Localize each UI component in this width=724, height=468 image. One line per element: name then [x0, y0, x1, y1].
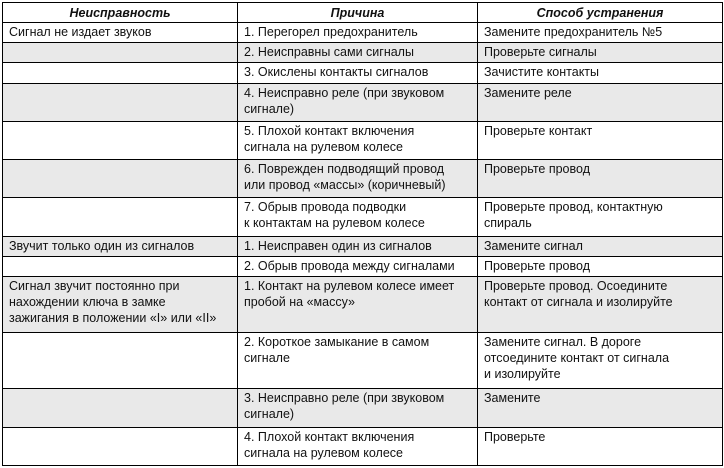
fix-cell: Замените — [478, 389, 723, 427]
cause-cell: 5. Плохой контакт включения сигнала на рулевом колесе — [238, 121, 478, 159]
cause-cell: 7. Обрыв провода подводки к контактам на рулевом колесе — [238, 198, 478, 236]
fault-cell — [3, 256, 238, 276]
fault-cell — [3, 427, 238, 465]
header-row — [3, 3, 723, 23]
header-cause: Причина — [238, 3, 478, 23]
table-row — [3, 23, 723, 43]
fix-cell: Проверьте провод, контактную спираль — [478, 198, 723, 236]
fault-cell — [3, 83, 238, 121]
cause-cell: 6. Поврежден подводящий провод или провод «массы» (коричневый) — [238, 160, 478, 198]
cause-cell: 1. Неисправен один из сигналов — [238, 236, 478, 256]
cause-cell: 2. Обрыв провода между сигналами — [238, 256, 478, 276]
table-row — [3, 198, 723, 236]
cause-cell: 4. Неисправно реле (при звуковом сигнале) — [238, 83, 478, 121]
table-row — [3, 277, 723, 333]
cause-cell: 1. Перегорел предохранитель — [238, 23, 478, 43]
table-row — [3, 333, 723, 389]
table-row — [3, 256, 723, 276]
fault-cell: Сигнал звучит постоянно при нахождении ключа в замке зажигания в положении «I» или «II» — [3, 277, 238, 333]
cause-cell: 3. Неисправно реле (при звуковом сигнале) — [238, 389, 478, 427]
table-row — [3, 63, 723, 83]
cause-cell: 4. Плохой контакт включения сигнала на рулевом колесе — [238, 427, 478, 465]
fault-cell — [3, 333, 238, 389]
fault-cell: Звучит только один из сигналов — [3, 236, 238, 256]
table-row — [3, 389, 723, 427]
fault-cell — [3, 198, 238, 236]
cause-cell: 2. Неисправны сами сигналы — [238, 43, 478, 63]
fix-cell: Проверьте — [478, 427, 723, 465]
fault-cell: Сигнал не издает звуков — [3, 23, 238, 43]
table-row — [3, 236, 723, 256]
header-fault: Неисправность — [3, 3, 238, 23]
cause-cell: 1. Контакт на рулевом колесе имеет пробой на «массу» — [238, 277, 478, 333]
table-row — [3, 43, 723, 63]
cause-cell: 2. Короткое замыкание в самом сигнале — [238, 333, 478, 389]
fault-cell — [3, 121, 238, 159]
fault-cell — [3, 43, 238, 63]
fault-cell — [3, 63, 238, 83]
table-row — [3, 427, 723, 465]
fix-cell: Замените реле — [478, 83, 723, 121]
fix-cell: Проверьте провод — [478, 160, 723, 198]
table-row — [3, 83, 723, 121]
fix-cell: Проверьте сигналы — [478, 43, 723, 63]
table-row — [3, 121, 723, 159]
cause-cell: 3. Окислены контакты сигналов — [238, 63, 478, 83]
fix-cell: Зачистите контакты — [478, 63, 723, 83]
table-body — [3, 23, 723, 466]
troubleshooting-table — [2, 2, 723, 466]
fault-cell — [3, 389, 238, 427]
table-header — [3, 3, 723, 23]
header-fix: Способ устранения — [478, 3, 723, 23]
fix-cell: Замените сигнал — [478, 236, 723, 256]
fix-cell: Замените предохранитель №5 — [478, 23, 723, 43]
table-row — [3, 160, 723, 198]
fix-cell: Проверьте провод. Осоедините контакт от сигнала и изолируйте — [478, 277, 723, 333]
fault-cell — [3, 160, 238, 198]
fix-cell: Проверьте провод — [478, 256, 723, 276]
fix-cell: Проверьте контакт — [478, 121, 723, 159]
fix-cell: Замените сигнал. В дороге отсоедините контакт от сигнала и изолируйте — [478, 333, 723, 389]
